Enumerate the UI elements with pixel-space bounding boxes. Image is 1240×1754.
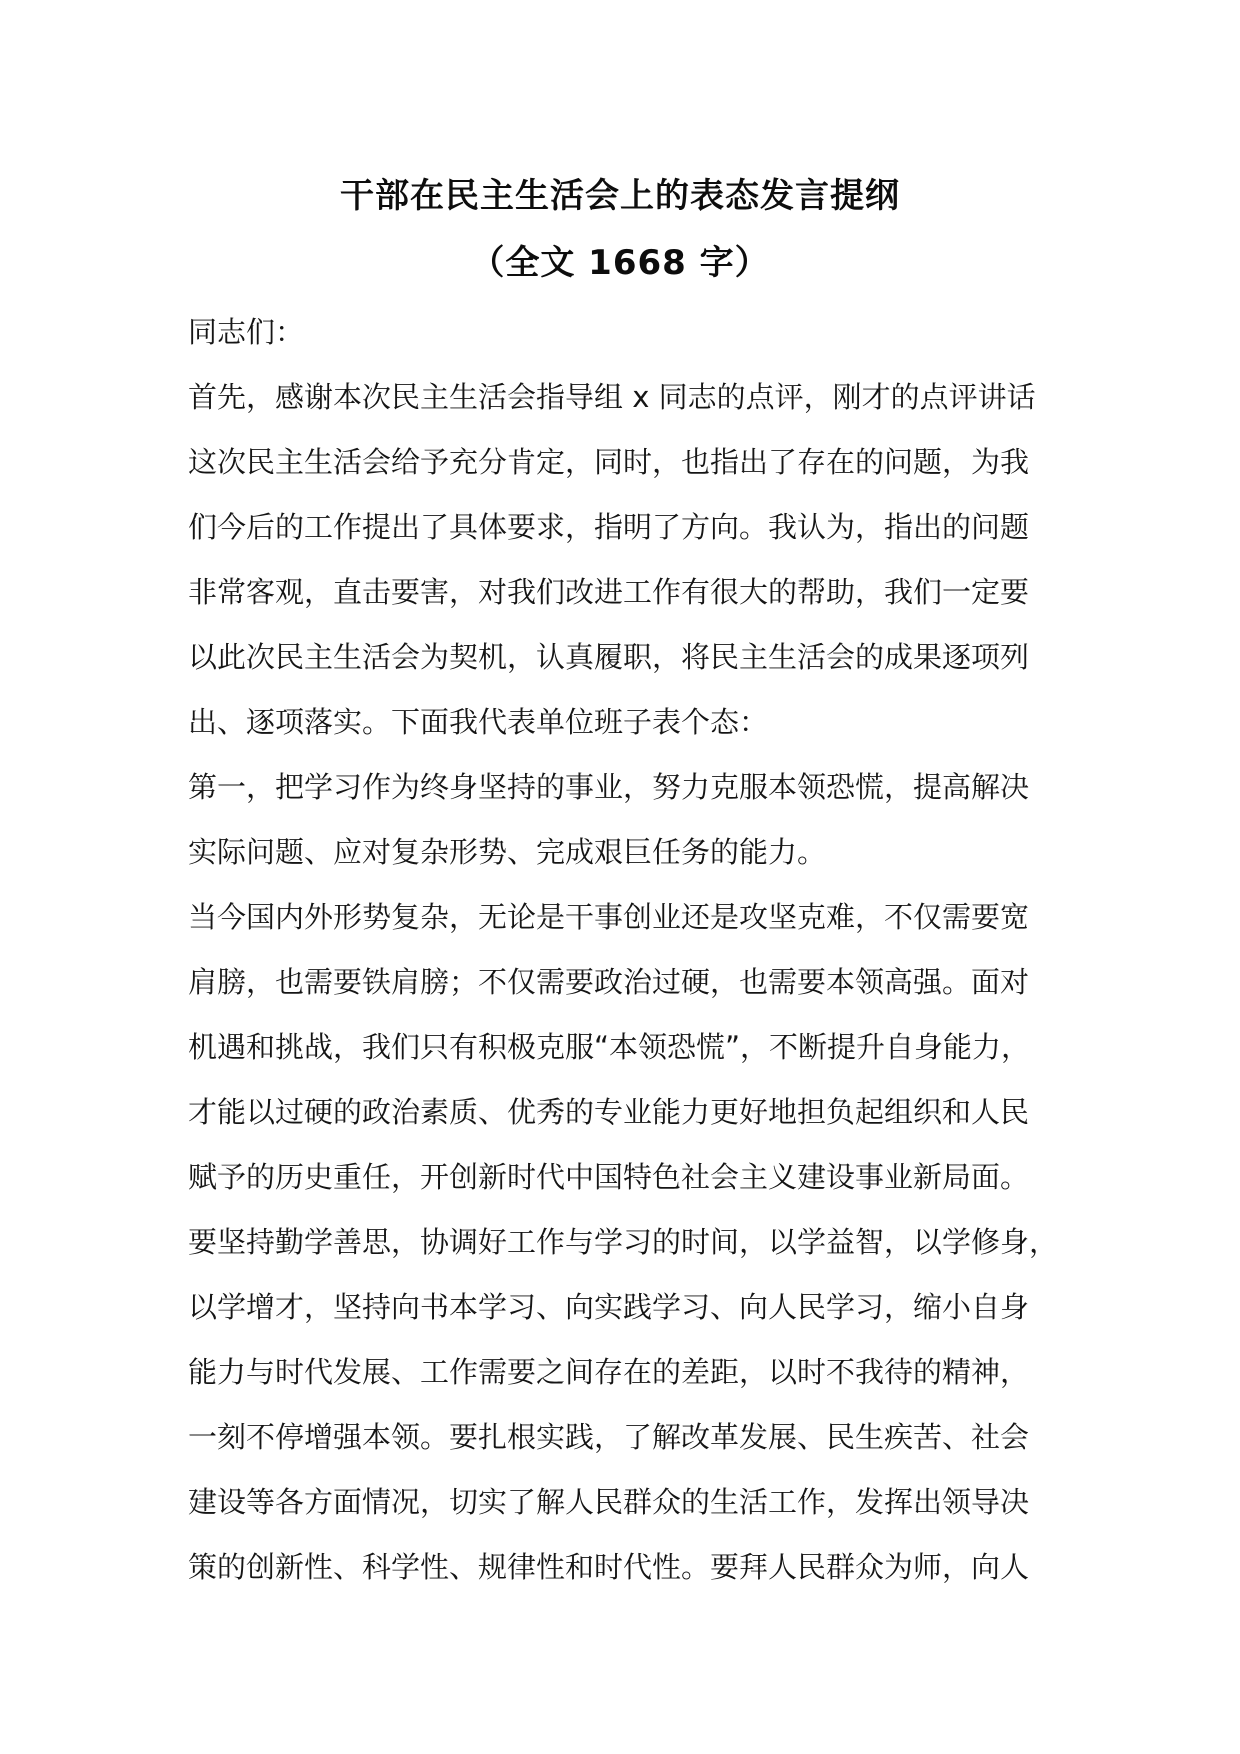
body-line: 首先，感谢本次民主生活会指导组 x 同志的点评，刚才的点评讲话 bbox=[188, 380, 1036, 414]
body-line: 肩膀，也需要铁肩膀；不仅需要政治过硬，也需要本领高强。面对 bbox=[188, 965, 1030, 999]
body-line: 非常客观，直击要害，对我们改进工作有很大的帮助，我们一定要 bbox=[188, 575, 1030, 609]
body-line: 策的创新性、科学性、规律性和时代性。要拜人民群众为师，向人 bbox=[188, 1550, 1030, 1584]
body-line: 赋予的历史重任，开创新时代中国特色社会主义建设事业新局面。 bbox=[188, 1160, 1030, 1194]
body-line: 这次民主生活会给予充分肯定，同时，也指出了存在的问题，为我 bbox=[188, 445, 1030, 479]
document-title: 干部在民主生活会上的表态发言提纲 bbox=[340, 176, 900, 216]
body-line: 第一，把学习作为终身坚持的事业，努力克服本领恐慌，提高解决 bbox=[188, 770, 1030, 804]
body-line: 才能以过硬的政治素质、优秀的专业能力更好地担负起组织和人民 bbox=[188, 1095, 1030, 1129]
body-line: 们今后的工作提出了具体要求，指明了方向。我认为，指出的问题 bbox=[188, 510, 1030, 544]
body-line: 同志们： bbox=[188, 315, 305, 349]
body-line: 实际问题、应对复杂形势、完成艰巨任务的能力。 bbox=[188, 835, 827, 869]
body-line: 机遇和挑战，我们只有积极克服“本领恐慌”，不断提升自身能力， bbox=[188, 1030, 1031, 1064]
document-subtitle: （全文 1668 字） bbox=[470, 243, 770, 283]
document-body bbox=[188, 312, 1088, 1612]
body-line: 出、逐项落实。下面我代表单位班子表个态： bbox=[188, 705, 769, 739]
body-line: 要坚持勤学善思，协调好工作与学习的时间，以学益智，以学修身， bbox=[188, 1225, 1059, 1259]
body-line: 当今国内外形势复杂，无论是干事创业还是攻坚克难，不仅需要宽 bbox=[188, 900, 1030, 934]
body-line: 建设等各方面情况，切实了解人民群众的生活工作，发挥出领导决 bbox=[188, 1485, 1030, 1519]
body-line: 能力与时代发展、工作需要之间存在的差距，以时不我待的精神， bbox=[188, 1355, 1030, 1389]
body-line: 以学增才，坚持向书本学习、向实践学习、向人民学习，缩小自身 bbox=[188, 1290, 1030, 1324]
body-line: 一刻不停增强本领。要扎根实践，了解改革发展、民生疾苦、社会 bbox=[188, 1420, 1030, 1454]
body-line: 以此次民主生活会为契机，认真履职，将民主生活会的成果逐项列 bbox=[188, 640, 1030, 674]
